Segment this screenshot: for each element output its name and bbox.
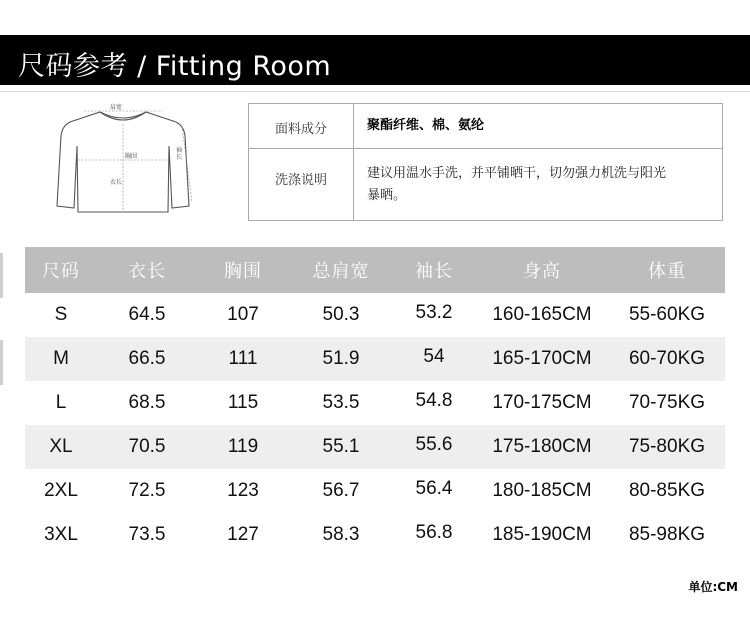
wash-row — [249, 149, 722, 220]
cell-weight: 70-75KG — [628, 392, 706, 413]
cell-size: M — [25, 337, 97, 381]
length-label: 衣长 — [110, 179, 123, 186]
cell-length: 68.5 — [128, 392, 166, 413]
fabric-info-box — [248, 103, 723, 221]
header-length: 衣长 — [97, 247, 197, 293]
cell-height: 185-190CM — [492, 524, 592, 545]
cell-weight: 80-85KG — [628, 480, 706, 501]
header-sleeve: 袖长 — [393, 247, 475, 293]
cell-chest: 123 — [227, 480, 259, 501]
wash-value — [367, 163, 702, 207]
side-mark — [0, 340, 3, 385]
wash-value-line-2: 暴晒。 — [367, 188, 407, 203]
cell-height: 165-170CM — [475, 337, 609, 381]
cell-length: 73.5 — [128, 524, 166, 545]
cell-chest: 127 — [227, 524, 259, 545]
header-chest: 胸围 — [197, 247, 289, 293]
cell-shoulder: 55.1 — [289, 425, 393, 469]
chest-label: 胸围 — [125, 153, 138, 160]
table-row — [25, 469, 725, 513]
shirt-diagram — [48, 102, 198, 222]
cell-length: 70.5 — [97, 425, 197, 469]
fabric-row — [249, 104, 722, 149]
table-header-row — [25, 247, 725, 293]
cell-weight: 85-98KG — [628, 524, 706, 545]
cell-size: XL — [25, 425, 97, 469]
cell-length: 64.5 — [128, 304, 166, 325]
unit-label: 单位:CM — [688, 580, 738, 594]
cell-size: S — [54, 304, 68, 325]
sleeve-label-1: 袖长 — [176, 147, 183, 161]
cell-shoulder: 50.3 — [322, 304, 360, 325]
cell-length: 66.5 — [97, 337, 197, 381]
cell-size: 3XL — [44, 524, 78, 545]
cell-shoulder: 56.7 — [322, 480, 360, 501]
header-divider — [0, 91, 750, 92]
size-table — [25, 247, 725, 557]
cell-size: L — [55, 392, 67, 413]
cell-chest: 107 — [227, 304, 259, 325]
cell-height: 180-185CM — [492, 480, 592, 501]
table-row — [25, 381, 725, 425]
header-shoulder: 总肩宽 — [289, 247, 393, 293]
cell-height: 175-180CM — [475, 425, 609, 469]
cell-weight: 60-70KG — [609, 337, 725, 381]
cell-sleeve: 56.8 — [415, 522, 453, 543]
cell-sleeve: 54 — [393, 337, 475, 381]
cell-height: 170-175CM — [492, 392, 592, 413]
cell-height: 160-165CM — [492, 304, 592, 325]
cell-sleeve: 55.6 — [393, 425, 475, 469]
cell-chest: 119 — [197, 425, 289, 469]
cell-size: 2XL — [44, 480, 78, 501]
header-height: 身高 — [475, 247, 609, 293]
cell-weight: 55-60KG — [628, 304, 706, 325]
fabric-label: 面料成分 — [274, 122, 327, 137]
cell-sleeve: 56.4 — [415, 478, 453, 499]
table-row — [25, 513, 725, 557]
cell-shoulder: 58.3 — [322, 524, 360, 545]
fabric-value: 聚酯纤维、棉、氨纶 — [367, 118, 485, 133]
side-mark — [0, 253, 3, 298]
cell-weight: 75-80KG — [609, 425, 725, 469]
header-bar — [0, 35, 750, 85]
cell-chest: 111 — [197, 337, 289, 381]
header-size: 尺码 — [25, 247, 97, 293]
table-row — [25, 337, 725, 381]
wash-value-line-1: 建议用温水手洗，并平铺晒干，切勿强力机洗与阳光 — [367, 166, 667, 181]
shirt-outline-icon — [57, 112, 189, 212]
shoulder-label: 肩宽 — [110, 104, 123, 111]
cell-chest: 115 — [227, 392, 259, 413]
page-title: 尺码参考 / Fitting Room — [18, 51, 332, 82]
cell-shoulder: 53.5 — [322, 392, 360, 413]
cell-shoulder: 51.9 — [289, 337, 393, 381]
cell-sleeve: 54.8 — [415, 390, 453, 411]
cell-sleeve: 53.2 — [415, 302, 453, 323]
wash-label: 洗涤说明 — [274, 173, 327, 188]
table-row — [25, 293, 725, 337]
cell-length: 72.5 — [128, 480, 166, 501]
header-weight: 体重 — [609, 247, 725, 293]
table-row — [25, 425, 725, 469]
